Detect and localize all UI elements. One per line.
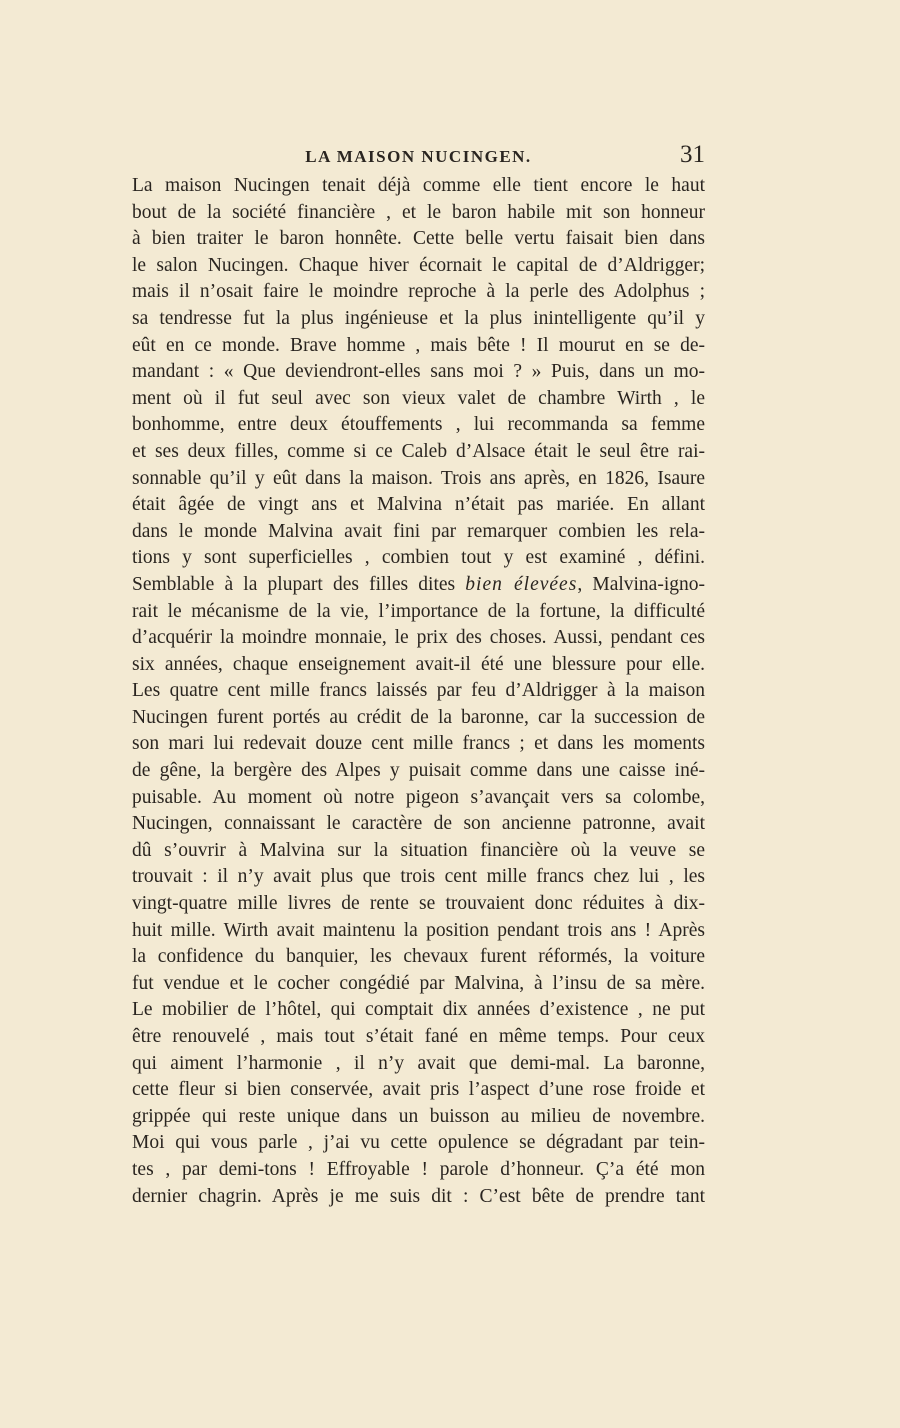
text-line (132, 572, 705, 599)
text-line: tions y sont superficielles , combien tout y est examiné , défini. (132, 547, 705, 569)
text-line: mais il n’osait faire le moindre reproche à la perle des Adolphus ; (132, 281, 705, 303)
body-text (132, 173, 705, 1210)
text-line: bout de la société financière , et le baron habile mit son honneur (132, 201, 705, 223)
text-line: le salon Nucingen. Chaque hiver écornait le capital de d’Aldrigger; (132, 254, 705, 276)
text-line: de gêne, la bergère des Alpes y puisait comme dans une caisse iné- (132, 760, 705, 782)
text-line: six années, chaque enseignement avait-il été une blessure pour elle. (132, 653, 705, 675)
page-number: 31 (680, 141, 705, 168)
text-line: était âgée de vingt ans et Malvina n’était pas mariée. En allant (132, 494, 705, 516)
text-line: sa tendresse fut la plus ingénieuse et la plus inintelligente qu’il y (132, 307, 705, 329)
text-line: cette fleur si bien conservée, avait pris l’aspect d’une rose froide et (132, 1079, 705, 1101)
text-line: qui aiment l’harmonie , il n’y avait que demi-mal. La baronne, (132, 1052, 705, 1074)
text-line: huit mille. Wirth avait maintenu la position pendant trois ans ! Après (132, 919, 705, 941)
text-line: sonnable qu’il y eût dans la maison. Trois ans après, en 1826, Isaure (132, 467, 705, 489)
text-line: dans le monde Malvina avait fini par remarquer combien les rela- (132, 520, 705, 542)
text-line: dû s’ouvrir à Malvina sur la situation financière où la veuve se (132, 839, 705, 861)
text-line: Les quatre cent mille francs laissés par feu d’Aldrigger à la maison (132, 680, 705, 702)
text-span: Semblable à la plupart des filles dites (132, 573, 466, 595)
text-line: vingt-quatre mille livres de rente se trouvaient donc réduites à dix- (132, 893, 705, 915)
italic-phrase: bien élevées (465, 573, 578, 595)
text-line: ment où il fut seul avec son vieux valet de chambre Wirth , le (132, 387, 705, 409)
text-line: être renouvelé , mais tout s’était fané en même temps. Pour ceux (132, 1026, 705, 1047)
text-line: dernier chagrin. Après je me suis dit : C’est bête de prendre tant (132, 1185, 705, 1207)
text-span: , Malvina-igno- (577, 573, 705, 595)
text-line: Moi qui vous parle , j’ai vu cette opulence se dégradant par tein- (132, 1132, 705, 1154)
text-line: trouvait : il n’y avait plus que trois cent mille francs chez lui , les (132, 866, 705, 888)
text-line: Le mobilier de l’hôtel, qui comptait dix années d’existence , ne put (132, 999, 705, 1021)
text-line: La maison Nucingen tenait déjà comme elle tient encore le haut (132, 175, 705, 196)
running-head (132, 143, 705, 171)
text-line: son mari lui redevait douze cent mille francs ; et dans les moments (132, 733, 705, 755)
text-line: tes , par demi-tons ! Effroyable ! parole d’honneur. Ç’a été mon (132, 1158, 705, 1180)
text-line: mandant : « Que deviendront-elles sans moi ? » Puis, dans un mo- (132, 361, 705, 383)
text-line: et ses deux filles, comme si ce Caleb d’Alsace était le seul être rai- (132, 440, 705, 462)
text-line: grippée qui reste unique dans un buisson au milieu de novembre. (132, 1105, 705, 1127)
text-line: Nucingen furent portés au crédit de la baronne, car la succession de (132, 706, 705, 728)
text-line: bonhomme, entre deux étouffements , lui recommanda sa femme (132, 414, 705, 436)
text-line: à bien traiter le baron honnête. Cette belle vertu faisait bien dans (132, 228, 705, 250)
text-line: d’acquérir la moindre monnaie, le prix des choses. Aussi, pendant ces (132, 627, 705, 649)
text-line: puisable. Au moment où notre pigeon s’avançait vers sa colombe, (132, 786, 705, 808)
text-line: eût en ce monde. Brave homme , mais bête ! Il mourut en se de- (132, 334, 705, 356)
running-title: LA MAISON NUCINGEN. (305, 147, 532, 166)
text-line: Nucingen, connaissant le caractère de son ancienne patronne, avait (132, 813, 705, 835)
text-line: fut vendue et le cocher congédié par Malvina, à l’insu de sa mère. (132, 972, 705, 994)
text-line: rait le mécanisme de la vie, l’importance de la fortune, la difficulté (132, 600, 705, 622)
text-line: la confidence du banquier, les chevaux furent réformés, la voiture (132, 946, 705, 968)
